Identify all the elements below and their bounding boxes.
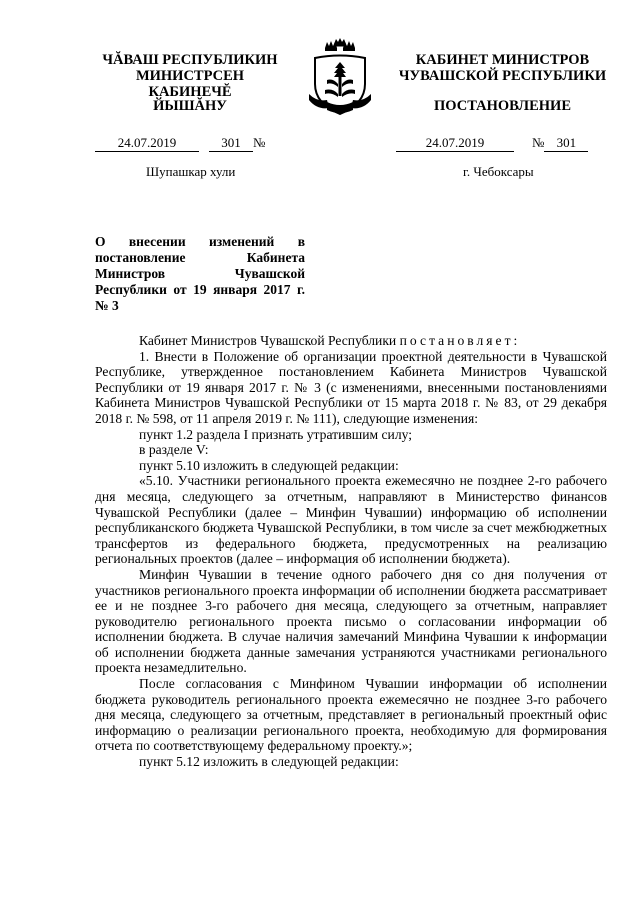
- body-paragraph-6: Минфин Чувашии в течение одного рабочего дня со дня получения от участников регионального проекта информации об исполнении бюджета рассматривает ее и не позднее 3-го рабочего дня месяца, следующего за отчетным, направляет руководителю регионального проекта письмо о согласовании информации об исполнении бюджета. В случае наличия замечаний Минфина Чувашии к информации об исполнении бюджета данные замечания устраняются участниками регионального проекта незамедлительно.: [95, 566, 607, 676]
- header-left-line2: МИНИСТРСЕН КАБИНЕЧĔ: [135, 68, 245, 100]
- header-left-doc-type: ЙЫШĂНУ: [153, 98, 227, 114]
- coat-of-arms-chuvashia-icon: [307, 38, 373, 118]
- number-line-left: [95, 135, 265, 151]
- header-right: [395, 52, 610, 84]
- body-paragraph-7: После согласования с Минфином Чувашии информации об исполнении бюджета руководитель регионального проекта ежемесячно не позднее 3-го рабочего дня месяца, следующего за отчетным, представляет в региональный проектный офис информацию о реализации регионального проекта, необходимую для формирования отчета по соответствующему федеральному проекту.»;: [95, 676, 607, 754]
- header-right-doc-type: ПОСТАНОВЛЕНИЕ: [433, 98, 571, 114]
- body-intro-spaced: постановляет:: [399, 333, 521, 348]
- body-paragraph-5: «5.10. Участники регионального проекта ежемесячно не позднее 2-го рабочего дня месяца, следующего за отчетным, направляют в Министерство финансов Чувашской Республики (далее – Минфин Чувашии) информацию об исполнении республиканского бюджета Чувашской Республики, в том числе за счет межбюджетных трансфертов из федерального бюджета, предусмотренных на реализацию региональных проектов (далее – информация об исполнении бюджета).: [95, 473, 607, 567]
- document-subject: О внесении изменений в постановление Кабинета Министров Чувашской Республики от 19 января 2017 г. № 3: [95, 234, 305, 313]
- document-body: [95, 333, 607, 770]
- body-paragraph-3: в разделе V:: [139, 442, 209, 458]
- number-left: 301: [209, 135, 253, 152]
- number-line-right: [396, 135, 588, 151]
- header-left-line1: ЧĂВАШ РЕСПУБЛИКИН: [102, 52, 278, 68]
- header-right-line1: КАБИНЕТ МИНИСТРОВ: [415, 52, 590, 68]
- no-sign-left: №: [253, 135, 266, 150]
- date-left: 24.07.2019: [95, 135, 199, 152]
- body-paragraph-8: пункт 5.12 изложить в следующей редакции:: [139, 754, 399, 770]
- date-right: 24.07.2019: [396, 135, 514, 152]
- number-right: 301: [544, 135, 588, 152]
- header-left: [95, 52, 285, 100]
- header-right-line2: ЧУВАШСКОЙ РЕСПУБЛИКИ: [398, 68, 607, 84]
- body-intro: Кабинет Министров Чувашской Республики постановляет:: [139, 333, 521, 348]
- place-right: г. Чебоксары: [463, 164, 534, 179]
- place-left: Шупашкар хули: [146, 164, 236, 179]
- body-paragraph-1: 1. Внести в Положение об организации проектной деятельности в Чувашской Республике, утвержденное постановлением Кабинета Министров Чувашской Республики от 19 января 2017 г. № 3 (с изменениями, внесенными постановлениями Кабинета Министров Чувашской Республики от 15 марта 2018 г. № 83, от 29 декабря 2018 г. № 598, от 11 апреля 2019 г. № 111), следующие изменения:: [95, 348, 607, 426]
- no-sign-right: №: [532, 135, 545, 150]
- body-paragraph-4: пункт 5.10 изложить в следующей редакции:: [139, 457, 399, 473]
- body-paragraph-2: пункт 1.2 раздела I признать утратившим силу;: [139, 426, 413, 442]
